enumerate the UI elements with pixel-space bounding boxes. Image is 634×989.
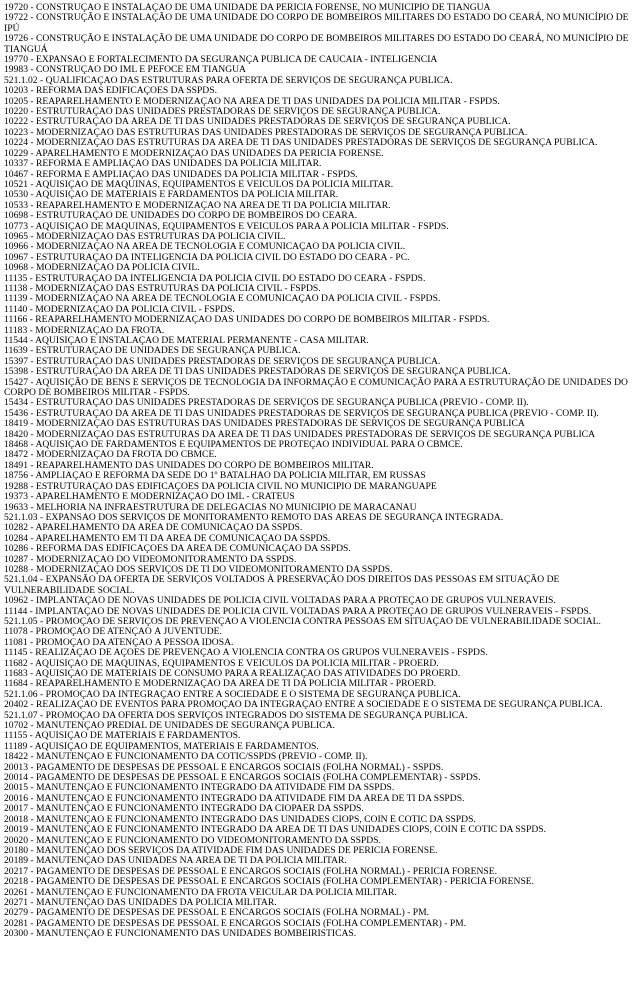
document-line: 20015 - MANUTENÇÃO E FUNCIONAMENTO INTEGRADO DA ATIVIDADE FIM DA SSPDS. xyxy=(4,783,395,794)
document-line: 11135 - ESTRUTURAÇÃO DA INTELIGÊNCIA DA POLÍCIA CIVIL DO ESTADO DO CEARÁ - FSPDS. xyxy=(4,273,426,284)
document-line: 10521 - AQUISIÇÃO DE MÁQUINAS, EQUIPAMENTOS E VEÍCULOS DA POLÍCIA MILITAR. xyxy=(4,179,394,190)
document-line: 20261 - MANUTENÇÃO E FUNCIONAMENTO DA FROTA VEICULAR DA POLÍCIA MILITAR. xyxy=(4,887,397,898)
document-line: 18468 - AQUISIÇÃO DE FARDAMENTOS E EQUIPAMENTOS DE PROTEÇÃO INDIVIDUAL PARA O CBMCE. xyxy=(4,440,463,451)
document-line: 11183 - MODERNIZAÇÃO DA FROTA. xyxy=(4,325,165,336)
document-line: 15398 - ESTRUTURAÇÃO DA ÁREA DE TI DAS UNIDADES PRESTADORAS DE SERVIÇOS DE SEGURANÇA PÚBLICA. xyxy=(4,367,511,378)
document-line: 521.1.05 - PROMOÇÃO DE SERVIÇOS DE PREVENÇÃO A VIOLÊNCIA CONTRA PESSOAS EM SITUAÇÃO DE VULNERABILIDADE SOCIAL. xyxy=(4,616,601,627)
document-line: 10203 - REFORMA DAS EDIFICAÇÕES DA SSPDS. xyxy=(4,86,217,97)
document-line: 11639 - ESTRUTURAÇÃO DE UNIDADES DE SEGURANÇA PÚBLICA. xyxy=(4,346,301,357)
document-line: 10965 - MODERNIZAÇÃO DAS ESTRUTURAS DA POLÍCIA CIVIL. xyxy=(4,231,286,242)
document-line: 11081 - PROMOÇÃO DA ATENÇÃO À PESSOA IDOSA. xyxy=(4,637,234,648)
document-line: 18422 - MANUTENÇÃO E FUNCIONAMENTO DA COTIC/SSPDS (PREVIO - COMP. II). xyxy=(4,752,368,763)
document-line: 521.1.06 - PROMOÇÃO DA INTEGRAÇÃO ENTRE A SOCIEDADE E O SISTEMA DE SEGURANÇA PÚBLICA. xyxy=(4,689,461,700)
document-line: 20013 - PAGAMENTO DE DESPESAS DE PESSOAL E ENCARGOS SOCIAIS (FOLHA NORMAL) - SSPDS. xyxy=(4,762,444,773)
document-line: 11140 - MODERNIZAÇÃO DA POLÍCIA CIVIL - FSPDS. xyxy=(4,304,235,315)
document-line: 20281 - PAGAMENTO DE DESPESAS DE PESSOAL E ENCARGOS SOCIAIS (FOLHA COMPLEMENTAR) - PM. xyxy=(4,918,467,929)
document-line: 19633 - MELHORIA NA INFRAESTRUTURA DE DELEGACIAS NO MUNICÍPIO DE MARACANAÚ xyxy=(4,502,417,513)
document-line: 15427 - AQUISIÇÃO DE BENS E SERVIÇOS DE TECNOLOGIA DA INFORMAÇÃO E COMUNICAÇÃO PARA A ESTRUTURAÇÃO DE UNIDADES DO CORPO DE BOMBEIROS MILITAR - FSPDS. xyxy=(4,376,628,399)
document-line: 11155 - AQUISIÇÃO DE MATERIAIS E FARDAMENTOS. xyxy=(4,731,241,742)
document-line: 20020 - MANUTENÇÃO E FUNCIONAMENTO DO VIDEOMONITORAMENTO DA SSPDS. xyxy=(4,835,381,846)
document-line: 18420 - MODERNIZAÇÃO DAS ESTRUTURAS DA ÁREA DE TI DAS UNIDADES PRESTADORAS DE SERVIÇOS DE SEGURANÇA PÚBLICA xyxy=(4,429,596,440)
document-line: 19983 - CONSTRUÇÃO DO IML E PEFOCE EM TIANGUÁ xyxy=(4,65,246,76)
document-line: 11166 - REAPARELHAMENTO MODERNIZAÇÃO DAS UNIDADES DO CORPO DE BOMBEIROS MILITAR - FSPDS. xyxy=(4,315,490,326)
document-line: 521.1.03 - EXPANSÃO DOS SERVIÇOS DE MONITORAMENTO REMOTO DAS ÁREAS DE SEGURANÇA INTEGRADA. xyxy=(4,512,504,523)
document-line: 20017 - MANUTENÇÃO E FUNCIONAMENTO INTEGRADO DA CIOPAER DA SSPDS. xyxy=(4,804,364,815)
document-line: 521.1.04 - EXPANSÃO DA OFERTA DE SERVIÇOS VOLTADOS À PRESERVAÇÃO DOS DIREITOS DAS PESSOAS EM SITUAÇÃO DE VULNERABILIDADE SOCIAL. xyxy=(4,574,560,596)
document-line: 20180 - MANUTENÇÃO DOS SERVIÇOS DA ATIVIDADE FIM DAS UNIDADES DE PERÍCIA FORENSE. xyxy=(4,845,438,856)
document-line: 11145 - REALIZAÇÃO DE AÇÕES DE PREVENÇÃO À VIOLÊNCIA CONTRA OS GRUPOS VULNERÁVEIS - FSPDS. xyxy=(4,648,488,659)
document-line: 19288 - ESTRUTURAÇÃO DAS EDIFICAÇÕES DA POLÍCIA CIVIL NO MUNICÍPIO DE MARANGUAPE xyxy=(4,481,437,492)
document-line: 10698 - ESTRUTURAÇÃO DE UNIDADES DO CORPO DE BOMBEIROS DO CEARÁ. xyxy=(4,211,358,222)
document-line: 521.1.07 - PROMOÇÃO DA OFERTA DOS SERVIÇOS INTEGRADOS DO SISTEMA DE SEGURANÇA PÚBLICA. xyxy=(4,710,468,721)
document-line: 10229 - APARELHAMENTO E MODERNIZAÇÃO DAS UNIDADES DA PERÍCIA FORENSE. xyxy=(4,148,384,159)
document-line: 10968 - MODERNIZAÇÃO DA POLÍCIA CIVIL. xyxy=(4,263,200,274)
document-line: 11684 - REAPARELHAMENTO E MODERNIZAÇÃO DA ÁREA DE TI DA POLÍCIA MILITAR - PROERD. xyxy=(4,679,437,690)
document-line: 11139 - MODERNIZAÇÃO NA ÁREA DE TECNOLOGIA E COMUNICAÇÃO DA POLÍCIA CIVIL - FSPDS. xyxy=(4,294,441,305)
document-line: 19722 - CONSTRUÇÃO E INSTALAÇÃO DE UMA UNIDADE DO CORPO DE BOMBEIROS MILITARES DO ESTADO DO CEARÁ, NO MUNICÍPIO DE IPÚ xyxy=(4,12,629,34)
document-line: 20018 - MANUTENÇÃO E FUNCIONAMENTO INTEGRADO DAS UNIDADES CIOPS, COIN E COTIC DA SSPDS. xyxy=(4,814,476,825)
document-line: 20016 - MANUTENÇÃO E FUNCIONAMENTO INTEGRADO DA ATIVIDADE FIM DA ÁREA DE TI DA SSPDS. xyxy=(4,793,465,804)
document-line: 10962 - IMPLANTAÇÃO DE NOVAS UNIDADES DE POLÍCIA CIVIL VOLTADAS PARA A PROTEÇÃO DE GRUPOS VULNERÁVEIS. xyxy=(4,596,556,607)
document-line: 15397 - ESTRUTURAÇÃO DAS UNIDADES PRESTADORAS DE SERVIÇOS DE SEGURANÇA PÚBLICA. xyxy=(4,356,441,367)
document-line: 18472 - MODERNIZAÇÃO DA FROTA DO CBMCE. xyxy=(4,450,217,461)
document-line: 10702 - MANUTENÇÃO PREDIAL DE UNIDADES DE SEGURANÇA PÚBLICA. xyxy=(4,721,335,732)
document-line: 20189 - MANUTENÇÃO DAS UNIDADES NA ÁREA DE TI DA POLÍCIA MILITAR. xyxy=(4,856,347,867)
document-line: 10223 - MODERNIZAÇÃO DAS ESTRUTURAS DAS UNIDADES PRESTADORAS DE SERVIÇOS DE SEGURANÇA PÚBLICA. xyxy=(4,127,528,138)
document-line: 18491 - REAPARELHAMENTO DAS UNIDADES DO CORPO DE BOMBEIROS MILITAR. xyxy=(4,460,374,471)
document-line: 11683 - AQUISIÇÃO DE MATERIAIS DE CONSUMO PARA A REALIZAÇÃO DAS ATIVIDADES DO PROERD. xyxy=(4,669,461,679)
document-body xyxy=(4,0,630,940)
document-line: 10282 - APARELHAMENTO DA ÁREA DE COMUNICAÇÃO DA SSPDS. xyxy=(4,523,303,534)
document-line: 20217 - PAGAMENTO DE DESPESAS DE PESSOAL E ENCARGOS SOCIAIS (FOLHA NORMAL) - PERÍCIA FORENSE. xyxy=(4,866,497,877)
document-line: 10288 - MODERNIZAÇÃO DOS SERVIÇOS DE TI DO VIDEOMONITORAMENTO DA SSPDS. xyxy=(4,564,393,575)
document-line: 20019 - MANUTENÇÃO E FUNCIONAMENTO INTEGRADO DA ÁREA DE TI DAS UNIDADES CIOPS, COIN E COTIC DA SSPDS. xyxy=(4,825,546,836)
document-line: 10205 - REAPARELHAMENTO E MODERNIZAÇÃO NA ÁREA DE TI DAS UNIDADES DA POLÍCIA MILITAR - FSPDS. xyxy=(4,96,500,107)
document-line: 11189 - AQUISIÇÃO DE EQUIPAMENTOS, MATERIAIS E FARDAMENTOS. xyxy=(4,741,319,752)
document-line: 18756 - AMPLIAÇÃO E REFORMA DA SEDE DO 1º BATALHÃO DA POLÍCIA MILITAR, EM RUSSAS xyxy=(4,471,426,482)
document-line: 10966 - MODERNIZAÇÃO NA ÁREA DE TECNOLOGIA E COMUNICAÇÃO DA POLÍCIA CIVIL. xyxy=(4,242,406,253)
document-line: 10287 - MODERNIZAÇÃO DO VIDEOMONITORAMENTO DA SSPDS. xyxy=(4,554,297,565)
document-line: 20402 - REALIZAÇÃO DE EVENTOS PARA PROMOÇÃO DA INTEGRAÇÃO ENTRE A SOCIEDADE E O SISTEMA DE SEGURANÇA PÚBLICA. xyxy=(4,700,603,711)
document-line: 10967 - ESTRUTURAÇÃO DA INTELIGÊNCIA DA POLÍCIA CIVIL DO ESTADO DO CEARÁ - PC. xyxy=(4,252,410,263)
document-line: 20218 - PAGAMENTO DE DESPESAS DE PESSOAL E ENCARGOS SOCIAIS (FOLHA COMPLEMENTAR) - PERÍCIA FORENSE. xyxy=(4,877,535,888)
document-line: 19373 - APARELHAMENTO E MODERNIZAÇÃO DO IML - CRATEÚS xyxy=(4,492,295,503)
document-line: 11544 - AQUISIÇÃO E INSTALAÇÃO DE MATERIAL PERMANENTE - CASA MILITAR. xyxy=(4,336,369,346)
document-line: 10222 - ESTRUTURAÇÃO DA ÁREA DE TI DAS UNIDADES PRESTADORAS DE SERVIÇOS DE SEGURANÇA PÚBLICA. xyxy=(4,117,511,128)
document-line: 10530 - AQUISIÇÃO DE MATERIAIS E FARDAMENTOS DA POLÍCIA MILITAR. xyxy=(4,190,339,201)
document-line: 19726 - CONSTRUÇÃO E INSTALAÇÃO DE UMA UNIDADE DO CORPO DE BOMBEIROS MILITARES DO ESTADO DO CEARÁ, NO MUNICÍPIO DE TIANGUÁ xyxy=(4,33,629,55)
document-line: 20279 - PAGAMENTO DE DESPESAS DE PESSOAL E ENCARGOS SOCIAIS (FOLHA NORMAL) - PM. xyxy=(4,908,430,919)
document-line: 19770 - EXPANSÃO E FORTALECIMENTO DA SEGURANÇA PÚBLICA DE CAUCAIA - INTELIGÊNCIA xyxy=(4,55,438,66)
document-line: 10224 - MODERNIZAÇÃO DAS ESTRUTURAS DA ÁREA DE TI DAS UNIDADES PRESTADORAS DE SERVIÇOS DE SEGURANÇA PÚBLICA. xyxy=(4,138,598,149)
document-line: 11078 - PROMOÇÃO DE ATENÇÃO À JUVENTUDE. xyxy=(4,627,222,638)
document-line: 20014 - PAGAMENTO DE DESPESAS DE PESSOAL E ENCARGOS SOCIAIS (FOLHA COMPLEMENTAR) - SSPDS. xyxy=(4,773,481,784)
document-line: 10286 - REFORMA DAS EDIFICAÇÕES DA ÁREA DE COMUNICAÇÃO DA SSPDS. xyxy=(4,544,351,555)
document-line: 18419 - MODERNIZAÇÃO DAS ESTRUTURAS DAS UNIDADES PRESTADORAS DE SERVIÇOS DE SEGURANÇA PÚBLICA xyxy=(4,419,525,430)
document-line: 10337 - REFORMA E AMPLIAÇÃO DAS UNIDADES DA POLÍCIA MILITAR. xyxy=(4,159,322,170)
document-line: 521.1.02 - QUALIFICAÇÃO DAS ESTRUTURAS PARA OFERTA DE SERVIÇOS DE SEGURANÇA PÚBLICA. xyxy=(4,75,453,86)
document-line: 19720 - CONSTRUÇÃO E INSTALAÇÃO DE UMA UNIDADE DA PERÍCIA FORENSE, NO MUNICÍPIO DE TIANGUÁ xyxy=(4,3,491,13)
document-line: 20271 - MANUTENÇÃO DAS UNIDADES DA POLÍCIA MILITAR. xyxy=(4,897,277,908)
document-line: 10467 - REFORMA E AMPLIAÇÃO DAS UNIDADES DA POLÍCIA MILITAR - FSPDS. xyxy=(4,169,358,180)
document-line: 15436 - ESTRUTURAÇÃO DA ÁREA DE TI DAS UNIDADES PRESTADORAS DE SERVIÇOS DE SEGURANÇA PÚBLICA (PREVIO - COMP. II). xyxy=(4,408,599,419)
document-line: 15434 - ESTRUTURAÇÃO DAS UNIDADES PRESTADORAS DE SERVIÇOS DE SEGURANÇA PÚBLICA (PREVIO - COMP. II). xyxy=(4,398,529,409)
document-line: 11682 - AQUISIÇÃO DE MÁQUINAS, EQUIPAMENTOS E VEÍCULOS DA POLÍCIA MILITAR - PROERD. xyxy=(4,658,439,669)
document-line: 10773 - AQUISIÇÃO DE MÁQUINAS, EQUIPAMENTOS E VEÍCULOS PARA A POLÍCIA MILITAR - FSPDS. xyxy=(4,221,449,232)
document-line: 10220 - ESTRUTURAÇÃO DAS UNIDADES PRESTADORAS DE SERVIÇOS DE SEGURANÇA PÚBLICA. xyxy=(4,107,441,118)
document-line: 11138 - MODERNIZAÇÃO DAS ESTRUTURAS DA POLÍCIA CIVIL - FSPDS. xyxy=(4,283,321,294)
document-line: 20300 - MANUTENÇÃO E FUNCIONAMENTO DAS UNIDADES BOMBEIRÍSTICAS. xyxy=(4,929,357,940)
document-line: 11144 - IMPLANTAÇÃO DE NOVAS UNIDADES DE POLÍCIA CIVIL VOLTADAS PARA A PROTEÇÃO DE GRUPOS VULNERÁVEIS - FSPDS. xyxy=(4,606,592,617)
document-line: 10284 - APARELHAMENTO EM TI DA ÁREA DE COMUNICAÇÃO DA SSPDS. xyxy=(4,533,331,544)
document-line: 10533 - REAPARELHAMENTO E MODERNIZAÇÃO NA ÁREA DE TI DA POLÍCIA MILITAR. xyxy=(4,200,391,211)
